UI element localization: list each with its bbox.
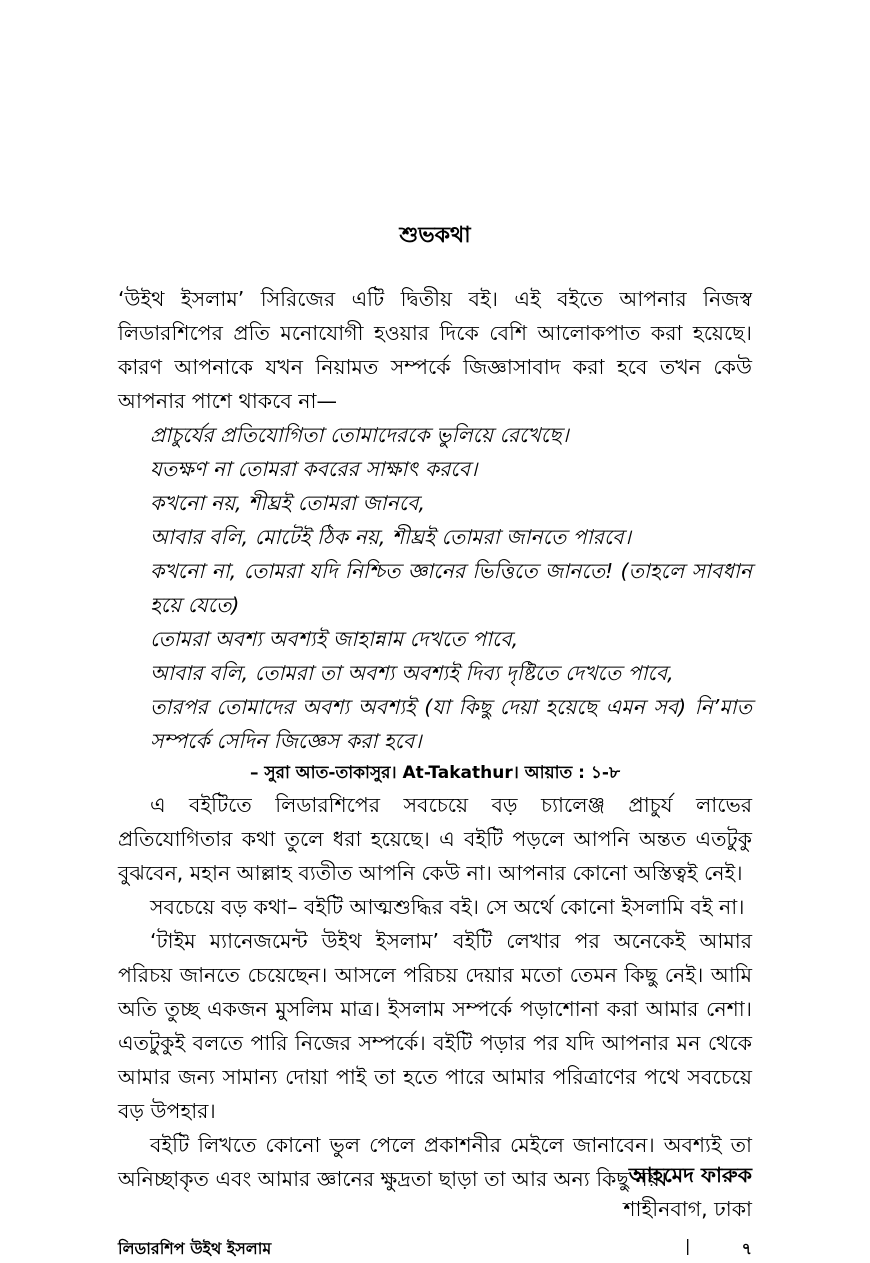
paragraph: বইটি লিখতে কোনো ভুল পেলে প্রকাশনীর মেইলে জানাবেন। অবশ্যই তা অনিচ্ছাকৃত এবং আমার জ্ঞানের ক্ষুদ্রতা ছাড়া তা আর অন্য কিছু নয়।: [118, 1133, 752, 1191]
page-number: ৭: [741, 1239, 752, 1258]
verse-line: কখনো না, তোমরা যদি নিশ্চিত জ্ঞানের ভিত্তিতে জানতে! (তাহলে সাবধান হয়ে যেতে): [150, 559, 752, 617]
verse-line: কখনো নয়, শীঘ্রই তোমরা জানবে,: [150, 491, 426, 515]
footer-separator: |: [685, 1236, 691, 1255]
paragraph: এ বইটিতে লিডারশিপের সবচেয়ে বড় চ্যালেঞ্জ প্রাচুর্য লাভের প্রতিযোগিতার কথা তুলে ধরা হয়েছে। এ বইটি পড়লে আপনি অন্তত এতটুকু বুঝবেন, মহান আল্লাহ ব্যতীত আপনি কেউ না। আপনার কোনো অস্তিত্বই নেই।: [118, 793, 752, 885]
verse-line: তোমরা অবশ্য অবশ্যই জাহান্নাম দেখতে পাবে,: [150, 627, 519, 651]
author-name: আহমেদ ফারুক: [628, 1163, 752, 1187]
verse-line: আবার বলি, মোটেই ঠিক নয়, শীঘ্রই তোমরা জানতে পারবে।: [150, 525, 631, 549]
intro-paragraph: ‘উইথ ইসলাম’ সিরিজের এটি দ্বিতীয় বই। এই বইতে আপনার নিজস্ব লিডারশিপের প্রতি মনোযোগী হওয়ার দিকে বেশি আলোকপাত করা হয়েছে। কারণ আপনাকে যখন নিয়ামত সম্পর্কে জিজ্ঞাসাবাদ করা হবে তখন কেউ আপনার পাশে থাকবে না—: [118, 287, 752, 413]
footer-book-title: লিডারশিপ উইথ ইসলাম: [118, 1239, 272, 1258]
author-place: শাহীনবাগ, ঢাকা: [623, 1197, 752, 1221]
paragraph: ‘টাইম ম্যানেজমেন্ট উইথ ইসলাম’ বইটি লেখার পর অনেকেই আমার পরিচয় জানতে চেয়েছেন। আসলে পরিচয় দেয়ার মতো তেমন কিছু নেই। আমি অতি তুচ্ছ একজন মুসলিম মাত্র। ইসলাম সম্পর্কে পড়াশোনা করা আমার নেশা। এতটুকুই বলতে পারি নিজের সম্পর্কে। বইটি পড়ার পর যদি আপনার মন থেকে আমার জন্য সামান্য দোয়া পাই তা হতে পারে আমার পরিত্রাণের পথে সবচেয়ে বড় উপহার।: [118, 929, 752, 1123]
verse-line: তারপর তোমাদের অবশ্য অবশ্যই (যা কিছু দেয়া হয়েছে এমন সব) নি’মাত সম্পর্কে সেদিন জিজ্ঞেস করা হবে।: [150, 695, 752, 753]
paragraph: সবচেয়ে বড় কথা– বইটি আত্মশুদ্ধির বই। সে অর্থে কোনো ইসলামি বই না।: [150, 895, 745, 919]
verse-line: প্রাচুর্যের প্রতিযোগিতা তোমাদেরকে ভুলিয়ে রেখেছে।: [150, 423, 569, 447]
verse-line: আবার বলি, তোমরা তা অবশ্য অবশ্যই দিব্য দৃষ্টিতে দেখতে পাবে,: [150, 661, 674, 685]
quran-verse-block: [150, 418, 752, 758]
verse-line: যতক্ষণ না তোমরা কবরের সাক্ষাৎ করবে।: [150, 457, 478, 481]
verse-citation: – সুরা আত-তাকাসুর। At-Takathur। আয়াত : ১-৮: [249, 763, 621, 783]
page-title: শুভকথা: [399, 223, 471, 248]
main-text: [118, 788, 752, 1196]
